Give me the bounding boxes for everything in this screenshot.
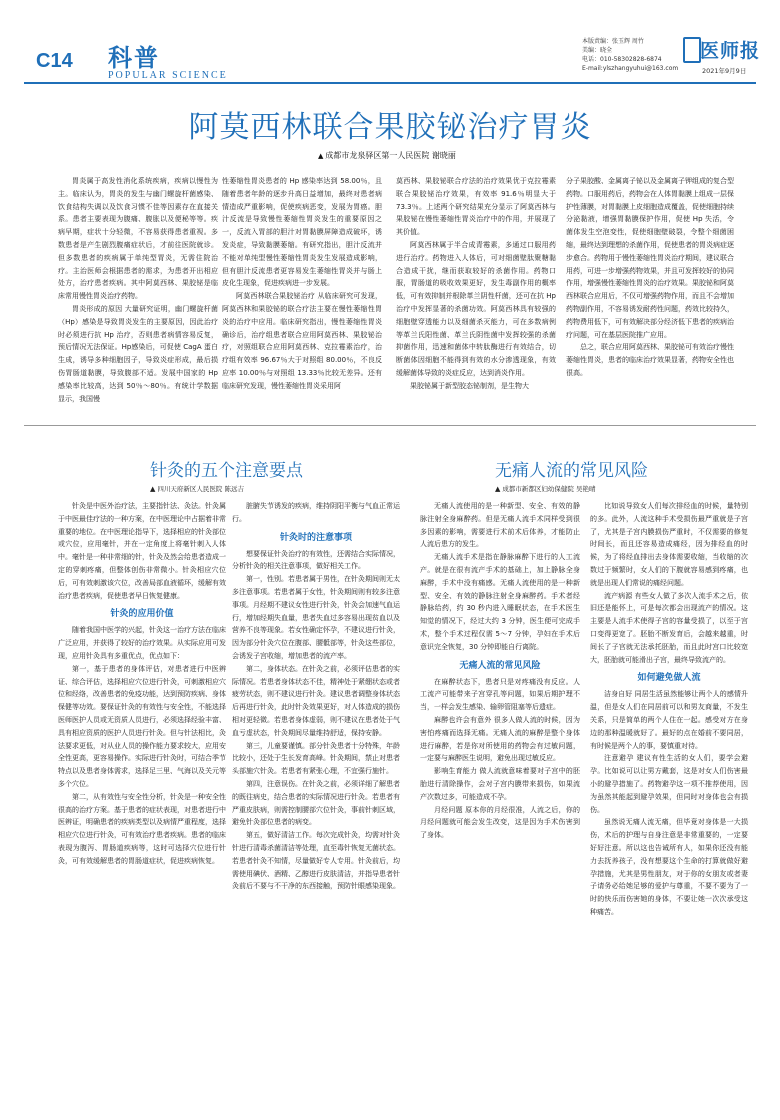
article3-byline bbox=[495, 484, 595, 493]
paragraph: 第二，身体状态。在针灸之前，必须评估患者的实际情况。若患者身体状态不佳，精神处于紧绷状态或者疲劳状态，则不建议进行针灸。建议患者调整身体状态后再进行针灸，此时针灸效果更好，对人体造成的损伤相对更轻微。若患者身体虚弱，则不建议在患者处于气血亏虚状态，针灸期间尽量维持舒适，保持安静。 bbox=[232, 664, 400, 737]
newspaper-logo: 医师报 bbox=[700, 40, 761, 62]
paragraph: 莫西林、果胶铋联合疗法的治疗效果优于克拉霉素联合果胶铋治疗效果，有效率 91.6％明显大于 73.3％。上述两个研究结果充分显示了阿莫西林与果胶铋在慢性萎缩性胃炎治疗中的作用，并展现了其价值。 bbox=[396, 177, 556, 237]
issue-date: 2021年9月9日 bbox=[702, 67, 747, 75]
triangle-icon: ▲ bbox=[495, 485, 501, 493]
article2-headline: 针灸的五个注意要点 bbox=[150, 461, 303, 481]
paragraph: 随着我国中医学的兴起，针灸这一治疗方法在临床广泛应用，并获得了较好的治疗效果。从实际应用可发现，应用针灸具有多重优点，优点如下： bbox=[58, 626, 226, 660]
article3-headline: 无痛人流的常见风险 bbox=[495, 461, 648, 481]
paragraph: 阿莫西林属于半合成青霉素，多通过口服用药进行治疗。药物进入人体后，可对细菌壁肽聚糖黏合造成干扰，继而获取较好的杀菌作用。药物口服，胃肠道的吸收效果更好，发生毒副作用的概率低，可有效抑制并根除革兰阴性杆菌，还可在抗 Hp 治疗中发挥显著的杀菌功效。阿莫西林具有较强的细胞壁穿透能力以及细菌杀灭能力，可在多数病例等革兰氏阳性菌、革兰氏阴性菌中发挥较强的杀菌抑菌作用，迅速和菌体中转肽酶进行有效结合，切断菌体因细胞不能得到有效的水分渗透现象，有效缓解菌体导致的炎症反应，达到消炎作用。 bbox=[396, 240, 556, 377]
paragraph: 影响生育能力 做人流就意味着要对子宫中的胚胎进行清除操作，会对子宫内膜带来损伤，如果流产次数过多，可能造成不孕。 bbox=[420, 767, 580, 801]
paragraph: 果胶铋属于新型胶态铋制剂，是生物大 bbox=[410, 381, 529, 390]
paragraph: 比如说导致女人们每次排经血的时候，量特别的多。此外，人流这种手术受损伤最严重就是子宫了，尤其是子宫内膜损伤严重时，不仅需要的修复时间长，而且还容易造成痛经，因为排经血的时候，为了将经血排出去身体需要收缩，当收缩的次数过于频繁时，女人们的下腹就容易感到疼痛，也就是出现人们常说的痛经问题。 bbox=[590, 502, 748, 587]
paragraph: 麻醉也许会有意外 很多人做人流的时候，因为害怕疼痛而选择无痛。无痛人流的麻醉是整个身体进行麻醉，若是你对所使用的药物会有过敏问题，一定要与麻醉医生说明，避免出现过敏反应。 bbox=[420, 715, 580, 763]
paragraph: 总之，联合应用阿莫西林、果胶铋可有效治疗慢性萎缩性胃炎，患者的临床治疗效果显著，药物安全性也很高。 bbox=[566, 343, 734, 377]
paragraph: 注意避孕 建议有性生活的女人们，要学会避孕。比如说可以让男方戴套，这是对女人们伤害最小的避孕措施了。药物避孕这一项不推荐使用，因为虽然其能起到避孕效果，但同时对身体也会有损伤。 bbox=[590, 754, 748, 814]
paragraph: 脏腑失节诱发的疾病，维持阴阳平衡与气血正常运行。 bbox=[232, 502, 400, 523]
paragraph: 洁身自好 同居生活虽然能够让两个人的感情升温，但是女人们在同居前可以和男友商量，不发生关系，只是简单的两个人住在一起。感受对方在身边的那种温暖就好了。最好的点在婚前不要同居，有时候是两个人的事，要慎重对待。 bbox=[590, 690, 748, 750]
article2-column bbox=[58, 500, 226, 1105]
paragraph: 月经问题 原本你的月经很准，人流之后，你的月经问题就可能会发生改变，这是因为手术伤害到了身体。 bbox=[420, 805, 580, 840]
main-byline-text: 成都市龙泉驿区第一人民医院 谢晓丽 bbox=[325, 151, 456, 160]
main-byline bbox=[318, 150, 456, 161]
main-column bbox=[58, 175, 218, 420]
paragraph: 分子果胶酸、金属离子铋以及金属离子钾组成的复合型药物。口服用药后，药物会在人体胃黏膜上组成一层保护性薄膜，对胃黏膜上皮细胞造成覆盖，促使细胞持续分泌黏液，增强胃黏膜保护作用，促使 Hp 失活，令菌体发生空泡变性，促使细胞壁破裂，令整个细菌困缩，最终达到理想的杀菌作用，促使患者的胃炎病症逐步愈合。药物用于慢性萎缩性胃炎治疗期间，建议联合用药，可进一步增强药物效果，并且可发挥较好的协同作用，增强慢性萎缩性胃炎的治疗效果。果胶铋和阿莫西林联合应用后，不仅可增强药物作用，而且不会增加药物副作用，不容易诱发耐药性问题，药效比较持久，药物费用低下，可有效解决部分经济低下患者的疾病治疗问题，可在基层医院推广应用。 bbox=[566, 177, 734, 339]
paragraph: 阿莫西林联合果胶铋治疗 从临床研究可发现，阿莫西林和果胶铋的联合疗法主要在慢性萎缩性胃炎的治疗中应用。临床研究指出，慢性萎缩性胃炎确诊后，治疗组患者联合应用阿莫西林、果胶铋治疗，对照组联合应用阿莫西林、克拉霉素治疗，治疗组有效率 96.67％大于对照组 80.00％，不良反应率 10.00％与对照组 13.33％比较无差异。还有临床研究发现，慢性萎缩性胃炎采用阿 bbox=[222, 292, 382, 390]
main-headline: 阿莫西林联合果胶铋治疗胃炎 bbox=[188, 110, 592, 145]
article3-byline-text: 成都市新都区妇幼保健院 吴艳晴 bbox=[502, 485, 596, 493]
editor-line: 本版责编：张玉辉 周竹 bbox=[582, 38, 644, 45]
section-divider bbox=[24, 425, 756, 426]
triangle-icon: ▲ bbox=[318, 152, 324, 160]
column-subheading: 针灸时的注意事项 bbox=[279, 532, 352, 543]
paragraph: 胃炎形成的原因 大量研究证明，幽门螺旋杆菌（Hp）感染是导致胃炎发生的主要原因，因此治疗时必须进行抗 Hp 治疗，否则患者病情容易反复，预后情况无法保证。Hp感染后，可促使 CagA 蛋白生成，诱导多种细胞因子，导致炎症形成，最后损伤胃肠道黏膜，导致腹部不适。发展中国家的 Hp 感染率比较高，达到 50％～80％。有统计学数据显示，我国慢 bbox=[58, 304, 218, 403]
paragraph: 第四，注意误伤。在针灸之前，必须详细了解患者的既往病史，结合患者的实际情况进行针灸。若患者有严重皮肤病，则需控制腰部穴位针灸，事前针刺区域，避免针灸部位患者的病变。 bbox=[232, 779, 400, 827]
article3-column bbox=[590, 500, 748, 1105]
column-subheading: 无痛人流的常见风险 bbox=[459, 660, 541, 671]
article2-column bbox=[232, 500, 400, 1105]
article3-column bbox=[420, 500, 580, 1105]
paragraph: 第一，基于患者的身体评估，对患者进行中医辨证、综合评估，选择相应穴位进行针灸，可刺激相应穴位和经络，改善患者的免疫功能，达到预防疾病、身体保健等功效。要保证针灸的有效性与安全性，不能选择医师医护人员或无资质人员进行，必须选择经验丰富、具有相应资质的医护人员进行针灸。但与针法相比，灸法要求更低，对从业人员的操作能力要求较大，应用安全性更高，更容易操作。实际进行针灸时，可结合季节特点以及患者身体需求，选择足三里、气海以及关元等多个穴位。 bbox=[58, 664, 226, 788]
main-column bbox=[396, 175, 556, 420]
article2-byline-text: 四川天府新区人民医院 陈远吉 bbox=[157, 485, 244, 493]
paragraph: 流产病源 有些女人做了多次人流手术之后，依旧还是能怀上，可是每次都会出现流产的情况。这主要是人流手术使得子宫的容量受损了，以至于宫口变得更宽了。胚胎不断发育后，会越来越重，时间长了子宫就无法承托胚胎，而且此时宫口比较宽大，胚胎就可能滑出子宫，最终导致流产的。 bbox=[590, 591, 748, 664]
main-column bbox=[222, 175, 382, 420]
column-subheading: 针灸的应用价值 bbox=[110, 609, 174, 620]
paragraph: 想要保证针灸治疗的有效性，还需结合实际情况，分析针灸的相关注意事项，做好相关工作。 bbox=[232, 549, 400, 571]
editor-info bbox=[582, 37, 692, 73]
paragraph: 虽然说无痛人流无痛，但毕竟对身体是一大损伤，术后的护理与自身注意是非常重要的，一定要好好注意。所以这也告诫所有人，如果你还没有能力去抚养孩子，没有想要这个生命的打算就做好避孕措施，尤其是男性朋友，对于你的女朋友或者妻子请务必给她足够的爱护与尊重，不要不要为了一时的快乐而伤害她的身体，不要让她一次次承受这种痛苦。 bbox=[590, 818, 748, 916]
paragraph: 第五，做好清洁工作。每次完成针灸，均需对针灸针进行清毒杀菌清洁等处理，直至毒针恢复无菌状态。若患者针灸不知情，尽量做好专人专用。针灸前后，均需使用碘伏、酒精、乙醇进行皮肤清洁，并指导患者针灸前后不要与不干净的东西接触，预防针眼感染现象。 bbox=[232, 831, 400, 891]
paragraph: 无痛人流手术是指在静脉麻醉下进行的人工流产。就是在很有流产手术的基础上，加上静脉全身麻醉，手术中没有痛感。无痛人流使用的是一种新型、安全、有效的静脉注射全身麻醉药。手术者经静脉给药，约 30 秒内进入睡眠状态，在手术医生知觉的情况下，经过大约 3 分钟，医生便可完成手术，整个手术过程仅需 5～7 分钟，孕妇在手术后意识完全恢复，30 分钟即能自行离院。 bbox=[420, 553, 580, 651]
page-number: C14 bbox=[36, 50, 73, 72]
logo-mark bbox=[683, 37, 701, 63]
designer-line: 美编：晓全 bbox=[582, 47, 613, 54]
section-title: 科普 bbox=[108, 44, 160, 72]
paragraph: 无痛人流使用的是一种新型、安全、有效的静脉注射全身麻醉药。但是无痛人流手术同样受到很多因素的影响，需要进行术前术后体养，才能防止人流后患方的发生。 bbox=[420, 502, 580, 549]
paragraph: 胃炎属于高发性消化系统疾病，疾病以慢性为主。临床认为，胃炎的发生与幽门螺旋杆菌感染、饮食结构失调以及饮食习惯不佳等因素存在直接关系。患者主要表现为腹痛、腹胀以及便秘等等。疾病早期，症状十分轻微，不容易获得患者重视。多数患者是产生剧烈腹痛症状后，才前往医院就诊。但多数患者的疾病属于单纯型胃炎，无需住院治疗。主治医师会根据患者的需求，为患者开出相应处方，治疗患者疾病。其中阿莫西林、果胶铋是临床常用慢性胃炎治疗药物。 bbox=[58, 177, 218, 301]
triangle-icon: ▲ bbox=[150, 485, 156, 493]
paragraph: 在麻醉状态下，患者只是对疼痛没有反应。人工流产可能带来子宫穿孔等问题，如果后期护理不当，一样会发生感染、输卵管阻塞等后遗症。 bbox=[420, 677, 580, 712]
phone-line: 电话：010-58302828-6874 bbox=[582, 56, 662, 63]
column-subheading: 如何避免做人流 bbox=[637, 673, 701, 684]
masthead-rule bbox=[24, 82, 756, 84]
paragraph: 针灸是中医外治疗法，主要指针法、灸法。针灸属于中医最佳疗法的一种方案，在中医理论中占据着非常重要的地位。在中医理论指导下，选择相应的针灸部位或穴位，应用毫针，并在一定角度上将毫针刺入人体中。毫针是一种非常细的针，针灸及然会给患者造成一定的穿刺疼痛，但整体创伤非常微小。针灸相应穴位后，可有效刺激该穴位，改善局部血液循环，缓解有效治疗患者疾病，促使患者早日恢复健康。 bbox=[58, 502, 226, 600]
article2-byline bbox=[150, 484, 244, 493]
paragraph: 第三，儿童要谨慎。部分针灸患者十分特殊，年龄比较小，还处于生长发育高峰。针灸期间，禁止对患者头部施穴针灸。若患者有紧张心理，不宜强行施针。 bbox=[232, 741, 400, 776]
paragraph: 第一，性别。若患者属于男性，在针灸期间则无太多注意事项。若患者属于女性，针灸期间则有较多注意事项。月经期不建议女性进行针灸，针灸会加速气血运行，增加经期失血量，患者失血过多容易出现贫血以及营养不良等现象。若女性确定怀孕，不建议进行针灸，因为部分针灸穴位在腹部、腰骶部等，针灸这些部位，会诱发子宫收缩，增加患者的流产率。 bbox=[232, 575, 400, 660]
paragraph: 第二，从有效性与安全性分析，针灸是一种安全性很高的治疗方案。基于患者的症状表现，对患者进行中医辨证，明确患者的疾病类型以及病情严重程度，选择相应穴位进行针灸，可有效治疗患者疾病。患者的临床表现为腹泻、胃肠道疾病等，这时可选择穴位进行针灸，可有效缓解患者的胃肠道症状，促进疾病恢复。 bbox=[58, 792, 226, 865]
main-column bbox=[566, 175, 734, 420]
email-line: E-mail:ylszhangyuhui@163.com bbox=[582, 65, 679, 72]
section-subtitle: POPULAR SCIENCE bbox=[108, 70, 228, 81]
paragraph: 性萎缩性胃炎患者的 Hp 感染率达到 58.00％，且随着患者年龄的逐步升高日益增加，最终对患者病情造成严重影响，促使疾病恶变，发展为胃癌。胆汁反流是导致慢性萎缩性胃炎发生的重要原因之一，反流入胃部的胆汁对胃黏膜屏障造成破坏，诱发炎症，导致黏膜萎缩。有研究指出，胆汁反流并不能对单纯型慢性萎缩性胃炎发生发展造成影响，但有胆汁反流患者更容易发生萎缩性胃炎并与肠上皮化生现象，促进疾病进一步发展。 bbox=[222, 177, 382, 288]
